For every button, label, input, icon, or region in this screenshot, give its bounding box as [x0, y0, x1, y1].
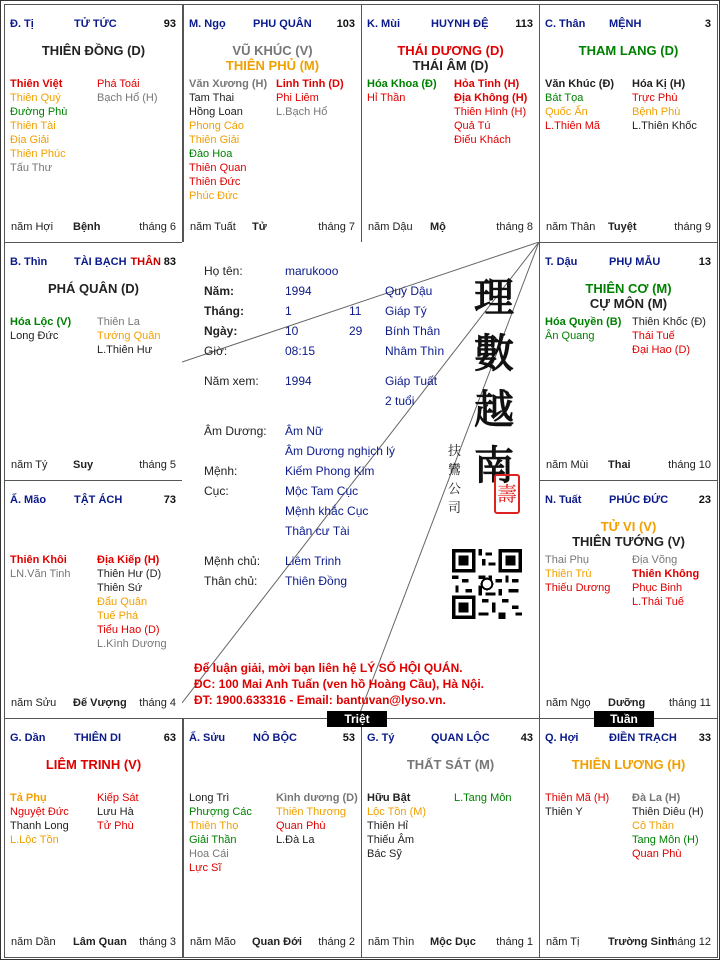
- minor-star: Hữu Bật: [367, 792, 411, 804]
- minor-star: Quan Phù: [276, 820, 326, 832]
- palace-month: tháng 6: [139, 221, 176, 233]
- than-position: Thân cư Tài: [285, 524, 350, 538]
- calligraphy-char-2: 數: [474, 330, 514, 377]
- palace-cell-thin: [4, 242, 183, 481]
- minor-star: Địa Võng: [632, 554, 678, 566]
- qr-code: [452, 549, 522, 619]
- minor-star: Trực Phù: [632, 92, 678, 104]
- major-star: THẤT SÁT (M): [406, 757, 495, 772]
- minor-star: Hỉ Thần: [367, 92, 406, 104]
- palace-cell-dau: [539, 242, 718, 481]
- contact-line-2: ĐC: 100 Mai Anh Tuấn (ven hồ Hoàng Cầu), Hà Nội.: [194, 677, 485, 691]
- major-star: THIÊN CƠ (M): [585, 281, 672, 296]
- minor-star: L.Thiên Hư: [97, 344, 153, 356]
- palace-footer: [546, 936, 711, 950]
- minor-star: Tử Phù: [97, 820, 134, 832]
- minor-star: Phượng Các: [189, 806, 252, 818]
- palace-footer: [368, 936, 533, 950]
- palace-year: năm Mùi: [546, 459, 589, 471]
- minor-star: Thanh Long: [10, 820, 69, 832]
- day-lunar: 29: [349, 324, 363, 338]
- palace-age: 53: [342, 732, 355, 744]
- minor-star: Đẩu Quân: [97, 596, 148, 608]
- palace-header: [545, 732, 711, 748]
- palace-month: tháng 5: [139, 459, 176, 471]
- palace-cell-dan: [4, 718, 183, 958]
- major-star: THAM LANG (D): [578, 43, 679, 58]
- center-info-panel: [182, 242, 539, 718]
- minor-star: Phi Liêm: [276, 92, 319, 104]
- major-star: VŨ KHÚC (V): [232, 43, 313, 58]
- palace-month: tháng 7: [318, 221, 355, 233]
- palace-stage: Thai: [608, 459, 631, 471]
- minor-star: Thiên Việt: [10, 78, 63, 90]
- minor-star: Ân Quang: [545, 330, 595, 342]
- minor-star: Địa Kiếp (H): [97, 554, 160, 566]
- hour-value: 08:15: [285, 344, 316, 358]
- palace-cell-hoi: [539, 718, 718, 958]
- minor-star: Hóa Quyền (B): [545, 316, 622, 328]
- palace-name: MỆNH: [609, 18, 642, 30]
- palace-month: tháng 12: [668, 936, 711, 948]
- palace-footer: [368, 221, 533, 235]
- contact-line-3: ĐT: 1900.633316 - Email: bantuvan@lyso.vn.: [194, 693, 446, 707]
- thanchu-value: Thiên Đồng: [285, 574, 348, 588]
- minor-star: Thiếu Dương: [545, 582, 611, 594]
- palace-year: năm Thân: [546, 221, 596, 233]
- palace-stage: Dưỡng: [608, 697, 646, 709]
- palace-month: tháng 2: [318, 936, 355, 948]
- minor-star: Hoa Cái: [189, 848, 229, 860]
- palace-branch: G. Dần: [10, 732, 46, 744]
- minor-star: Lưu Hà: [97, 806, 134, 818]
- minor-star: LN.Văn Tinh: [10, 568, 71, 580]
- minor-star: Thiên Hình (H): [454, 106, 527, 118]
- minor-star: L.Bạch Hổ: [276, 106, 328, 118]
- palace-year: năm Dần: [11, 936, 56, 948]
- minor-star: Tả Phụ: [10, 792, 47, 804]
- minor-star: Phá Toái: [97, 78, 140, 90]
- minor-star: Đại Hao (D): [632, 344, 691, 356]
- minor-star: Nguyệt Đức: [10, 806, 69, 818]
- palace-stage: Tuyệt: [608, 221, 637, 233]
- palace-branch: C. Thân: [545, 18, 586, 30]
- cuc-relation: Mệnh khắc Cục: [285, 504, 369, 518]
- minor-star: Cô Thần: [632, 820, 674, 832]
- palace-stage: Bệnh: [73, 221, 101, 233]
- minor-star: L.Đà La: [276, 834, 315, 846]
- minor-star: Hóa Khoa (Đ): [367, 78, 437, 90]
- palace-stage: Suy: [73, 459, 94, 471]
- palace-age: 33: [698, 732, 711, 744]
- minor-star: Thai Phụ: [545, 554, 590, 566]
- palace-month: tháng 1: [496, 936, 533, 948]
- palace-name: THIÊN DI: [74, 732, 122, 744]
- year-label: Năm:: [204, 284, 235, 298]
- minor-star: Thiên Sứ: [97, 582, 143, 594]
- minor-star: Địa Không (H): [454, 92, 528, 104]
- minor-star: Phúc Đức: [189, 190, 238, 202]
- palace-name: PHỤ MẪU: [609, 256, 661, 268]
- palace-year: năm Tị: [546, 936, 580, 948]
- calligraphy-char-4: 南: [474, 442, 514, 489]
- minor-star: Đà La (H): [632, 792, 681, 804]
- palace-age: 3: [704, 18, 711, 30]
- minor-star: Bát Tọa: [545, 92, 584, 104]
- minor-star: Kình dương (D): [276, 792, 358, 804]
- palace-month: tháng 8: [496, 221, 533, 233]
- day-can-chi: Bính Thân: [385, 324, 441, 338]
- minor-star: Quả Tú: [454, 120, 491, 132]
- minor-star: Phong Cáo: [189, 120, 245, 132]
- month-label: Tháng:: [204, 304, 244, 318]
- minor-star: Thiên Hỉ: [367, 820, 408, 832]
- minor-star: Thiên Hư (D): [97, 568, 162, 580]
- palace-month: tháng 4: [139, 697, 176, 709]
- palace-stage: Mộ: [430, 221, 446, 233]
- minor-star: Lực Sĩ: [189, 862, 222, 874]
- palace-branch: M. Ngọ: [189, 18, 226, 30]
- palace-name: ĐIỀN TRẠCH: [609, 732, 677, 744]
- palace-cell-suu: [183, 718, 362, 958]
- palace-cell-than: [539, 4, 718, 243]
- palace-month: tháng 11: [668, 697, 711, 709]
- month-solar: 1: [285, 304, 292, 318]
- palace-header: [10, 732, 176, 748]
- palace-stage: Lâm Quan: [73, 936, 127, 948]
- palace-branch: Ấ. Mão: [10, 494, 47, 506]
- minor-star: Thiên La: [97, 316, 140, 328]
- minor-star: Lộc Tồn (M): [367, 806, 427, 818]
- day-label: Ngày:: [204, 324, 238, 338]
- palace-header: [545, 18, 711, 34]
- minor-star: Văn Khúc (Đ): [545, 78, 615, 90]
- minor-star: Thiếu Âm: [367, 834, 415, 846]
- palace-footer: [190, 221, 355, 235]
- palace-name: TỬ TỨC: [74, 18, 117, 30]
- minor-star: Tiểu Hao (D): [97, 624, 160, 636]
- minor-star: Văn Xương (H): [189, 78, 268, 90]
- palace-header: [10, 494, 176, 510]
- palace-header: [10, 18, 176, 34]
- palace-footer: [190, 936, 355, 950]
- minor-star: Thiên Tài: [10, 120, 56, 132]
- minor-star: Phục Binh: [632, 582, 683, 594]
- palace-cell-mui: [361, 4, 540, 243]
- minor-star: L.Thiên Mã: [545, 120, 601, 132]
- minor-star: Thiên Y: [545, 806, 583, 818]
- major-star: THÁI ÂM (D): [412, 58, 489, 73]
- palace-cell-ti: [4, 4, 183, 243]
- seal-small-text: 扶鸞公司: [448, 444, 462, 516]
- minor-star: Thiên Khốc (Đ): [632, 316, 706, 328]
- palace-year: năm Tuất: [190, 221, 236, 233]
- minor-star: Thiên Đức: [189, 176, 241, 188]
- palace-name: HUYNH ĐỆ: [431, 18, 489, 30]
- palace-branch: Đ. Tị: [10, 18, 34, 30]
- palace-age: 23: [698, 494, 711, 506]
- major-star: THIÊN PHỦ (M): [225, 58, 320, 73]
- hour-can-chi: Nhâm Thìn: [385, 344, 445, 358]
- palace-name: TẬT ÁCH: [74, 494, 123, 506]
- minor-star: Bác Sỹ: [367, 848, 402, 860]
- major-star: THIÊN LƯƠNG (H): [571, 757, 686, 772]
- palace-branch: Q. Hợi: [545, 732, 579, 744]
- view-year-label: Năm xem:: [204, 374, 259, 388]
- palace-age: 103: [336, 18, 355, 30]
- minor-star: Thiên Không: [632, 568, 700, 580]
- minor-star: Bạch Hổ (H): [97, 92, 158, 104]
- minor-star: Hồng Loan: [189, 106, 243, 118]
- minor-star: Địa Giải: [10, 134, 50, 146]
- menhchu-value: Liêm Trinh: [285, 554, 342, 568]
- minor-star: Thiên Khôi: [10, 554, 67, 566]
- minor-star: Tang Môn (H): [632, 834, 699, 846]
- menh-label: Mệnh:: [204, 464, 238, 478]
- minor-star: L.Lộc Tồn: [10, 834, 59, 846]
- major-star: THIÊN ĐỒNG (D): [41, 43, 146, 58]
- view-year-value: 1994: [285, 374, 312, 388]
- palace-header: [545, 494, 711, 510]
- minor-star: Điếu Khách: [454, 134, 511, 146]
- minor-star: Thiên Quý: [10, 92, 61, 104]
- minor-star: L.Kình Dương: [97, 638, 167, 650]
- palace-stage: Tử: [252, 221, 267, 233]
- name-label: Họ tên:: [204, 264, 243, 278]
- palace-year: năm Tý: [11, 459, 48, 471]
- minor-star: Long Trì: [189, 792, 230, 804]
- minor-star: Hóa Kị (H): [632, 78, 686, 90]
- palace-year: năm Sửu: [11, 697, 57, 709]
- minor-star: Hỏa Tinh (H): [454, 78, 520, 90]
- palace-header: [10, 256, 176, 272]
- palace-name: QUAN LỘC: [431, 732, 490, 744]
- palace-month: tháng 9: [674, 221, 711, 233]
- amduong-value: Âm Nữ: [285, 424, 324, 438]
- minor-star: Hóa Lộc (V): [10, 316, 72, 328]
- minor-star: Thiên Quan: [189, 162, 247, 174]
- major-star: LIÊM TRINH (V): [45, 757, 142, 772]
- minor-star: Linh Tinh (D): [276, 78, 344, 90]
- hour-label: Giờ:: [204, 344, 228, 358]
- minor-star: L.Thái Tuế: [632, 596, 684, 608]
- minor-star: Thiên Phúc: [10, 148, 66, 160]
- minor-star: Bệnh Phù: [632, 106, 681, 118]
- red-seal: 壽: [494, 474, 520, 514]
- palace-header: [545, 256, 711, 272]
- minor-star: Quan Phù: [632, 848, 682, 860]
- menhchu-label: Mệnh chủ:: [204, 554, 261, 568]
- amduong-note: Âm Dương nghịch lý: [285, 444, 395, 458]
- palace-name: PHU QUÂN: [253, 18, 312, 30]
- palace-footer: [11, 459, 176, 473]
- month-can-chi: Giáp Tý: [385, 304, 427, 318]
- minor-star: L.Tang Môn: [454, 792, 512, 804]
- palace-month: tháng 10: [668, 459, 711, 471]
- minor-star: Giải Thần: [189, 834, 237, 846]
- palace-branch: T. Dậu: [545, 256, 578, 268]
- minor-star: Thiên Mã (H): [545, 792, 610, 804]
- palace-stage: Mộc Dục: [430, 936, 476, 948]
- amduong-label: Âm Dương:: [204, 424, 267, 438]
- palace-branch: G. Tý: [367, 732, 395, 744]
- palace-stage: Quan Đới: [252, 936, 302, 948]
- major-star: CỰ MÔN (M): [589, 296, 668, 311]
- minor-star: Tấu Thư: [10, 162, 53, 174]
- minor-star: Thiên Diêu (H): [632, 806, 704, 818]
- palace-header: [367, 18, 533, 34]
- minor-star: Đào Hoa: [189, 148, 233, 160]
- palace-footer: [11, 697, 176, 711]
- palace-name: NÔ BỘC: [253, 732, 297, 744]
- minor-star: Thiên Thương: [276, 806, 347, 818]
- view-age: 2 tuổi: [385, 394, 415, 408]
- palace-branch: Ấ. Sửu: [189, 732, 226, 744]
- minor-star: Long Đức: [10, 330, 59, 342]
- calligraphy-char-1: 理: [474, 274, 514, 321]
- major-star: THÁI DƯƠNG (D): [397, 43, 504, 58]
- minor-star: Quốc Ấn: [545, 106, 588, 118]
- cuc-value: Mộc Tam Cục: [285, 484, 359, 498]
- major-star: THIÊN TƯỚNG (V): [572, 534, 685, 549]
- name-value: marukooo: [285, 264, 339, 278]
- palace-header: [189, 732, 355, 748]
- palace-month: tháng 3: [139, 936, 176, 948]
- palace-cell-ngo: [183, 4, 362, 243]
- palace-header: [367, 732, 533, 748]
- palace-age: 63: [163, 732, 176, 744]
- palace-year: năm Hợi: [11, 221, 54, 233]
- minor-star: Thiên Giải: [189, 134, 240, 146]
- tuan-marker: Tuần: [594, 711, 654, 727]
- year-can-chi: Quý Dậu: [385, 284, 433, 298]
- calligraphy-char-3: 越: [474, 386, 514, 433]
- palace-footer: [546, 697, 711, 711]
- palace-age: 113: [515, 18, 533, 30]
- minor-star: Thiên Trù: [545, 568, 592, 580]
- palace-name: TÀI BẠCH: [74, 256, 127, 268]
- calligraphy: [464, 270, 524, 494]
- menh-value: Kiếm Phong Kim: [285, 464, 375, 478]
- minor-star: L.Thiên Khốc: [632, 120, 697, 132]
- palace-branch: N. Tuất: [545, 494, 582, 506]
- palace-branch: B. Thìn: [10, 256, 48, 268]
- palace-year: năm Ngọ: [546, 697, 591, 709]
- year-value: 1994: [285, 284, 312, 298]
- palace-age: 93: [163, 18, 176, 30]
- than-marker: THÂN: [130, 256, 161, 268]
- thanchu-label: Thân chủ:: [204, 574, 258, 588]
- view-year-can-chi: Giáp Tuất: [385, 374, 438, 388]
- palace-footer: [11, 936, 176, 950]
- palace-branch: K. Mùi: [367, 18, 400, 30]
- major-star: PHÁ QUÂN (D): [48, 281, 139, 296]
- palace-footer: [546, 459, 711, 473]
- major-star: TỬ VI (V): [600, 519, 657, 534]
- minor-star: Thiên Thọ: [189, 820, 239, 832]
- palace-header: [189, 18, 355, 34]
- month-lunar: 11: [349, 304, 362, 318]
- palace-name: PHÚC ĐỨC: [609, 494, 669, 506]
- triet-marker: Triệt: [327, 711, 387, 727]
- palace-stage: Đế Vượng: [73, 697, 127, 709]
- palace-year: năm Thìn: [368, 936, 415, 948]
- day-solar: 10: [285, 324, 299, 338]
- minor-star: Kiếp Sát: [97, 792, 139, 804]
- palace-year: năm Dậu: [368, 221, 413, 233]
- palace-footer: [546, 221, 711, 235]
- minor-star: Tướng Quân: [97, 330, 161, 342]
- minor-star: Thái Tuế: [632, 330, 675, 342]
- palace-cell-tuat: [539, 480, 718, 719]
- palace-age: 73: [163, 494, 176, 506]
- minor-star: Tam Thai: [189, 92, 235, 104]
- palace-cell-mao: [4, 480, 183, 719]
- palace-age: 83: [163, 256, 176, 268]
- palace-age: 43: [520, 732, 533, 744]
- palace-stage: Trường Sinh: [608, 936, 675, 948]
- minor-star: Đường Phù: [10, 106, 68, 118]
- palace-year: năm Mão: [190, 936, 236, 948]
- palace-age: 13: [698, 256, 711, 268]
- palace-cell-ty: [361, 718, 540, 958]
- palace-footer: [11, 221, 176, 235]
- minor-star: Tuế Phá: [97, 610, 139, 622]
- contact-line-1: Để luận giải, mời bạn liên hệ LÝ SỐ HỘI QUÁN.: [194, 661, 463, 675]
- cuc-label: Cục:: [204, 484, 229, 498]
